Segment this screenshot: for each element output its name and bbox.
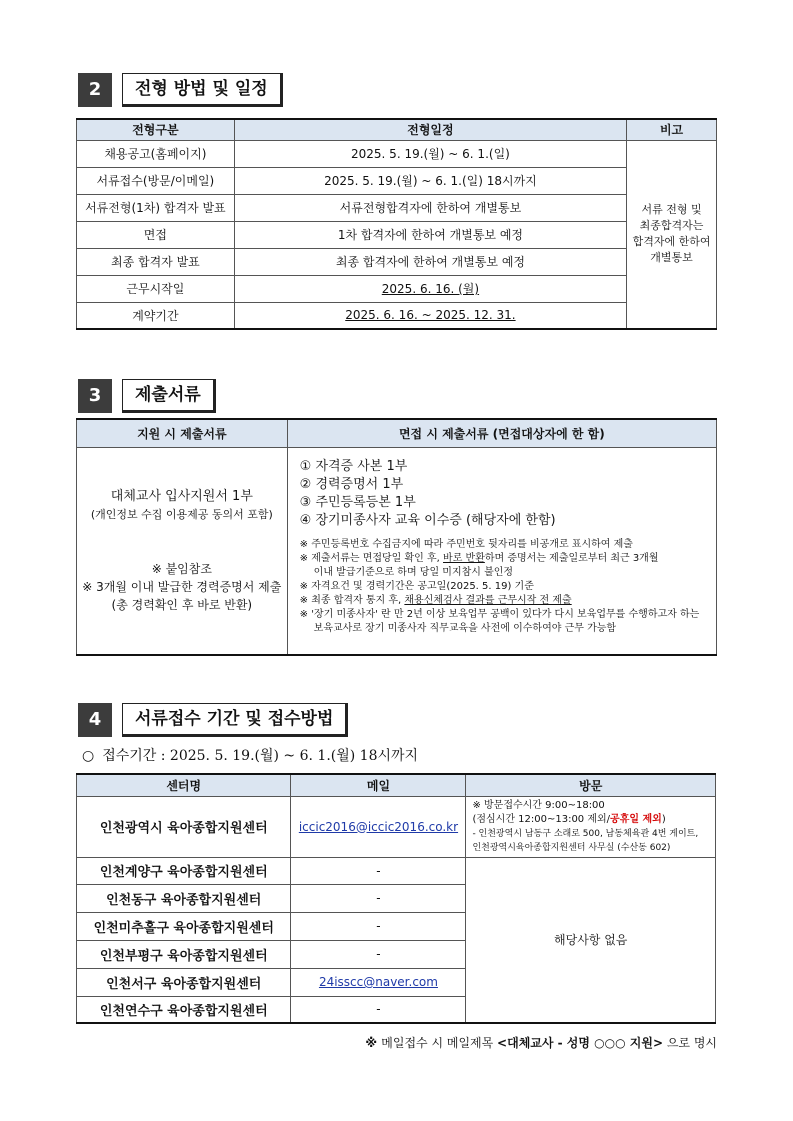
- header-center: 센터명: [77, 774, 291, 796]
- period-text: 접수기간 : 2025. 5. 19.(월) ~ 6. 1.(월) 18시까지: [102, 748, 419, 764]
- remark-line: 서류 전형 및: [641, 203, 702, 217]
- table-cell-schedule: 최종 합격자에 한하여 개별통보 예정: [234, 248, 626, 275]
- center-name: 인천부평구 육아종합지원센터: [77, 940, 291, 968]
- header-apply-docs: 지원 시 제출서류: [77, 419, 288, 447]
- apply-docs-cell: [77, 447, 288, 655]
- center-name: 인천서구 육아종합지원센터: [77, 968, 291, 996]
- center-mail: -: [291, 884, 466, 912]
- header-visit: 방문: [466, 774, 716, 796]
- table-cell-schedule: 1차 합격자에 한하여 개별통보 예정: [234, 221, 626, 248]
- note-line: ※ 주민등록번호 수집금지에 따라 주민번호 뒷자리를 비공개로 표시하여 제출: [299, 538, 633, 550]
- header-mail: 메일: [291, 774, 466, 796]
- visit-address: 인천광역시육아종합지원센터 사무실 (수산동 602): [472, 842, 671, 853]
- visit-text: (점심시간 12:00~13:00 제외/: [472, 813, 611, 825]
- center-mail: -: [291, 940, 466, 968]
- apply-doc-note: (개인정보 수집 이용제공 동의서 포함): [90, 507, 273, 521]
- note-line: ※ 자격요건 및 경력기간은 공고일(2025. 5. 19) 기준: [299, 580, 534, 592]
- header-interview-docs: 면접 시 제출서류 (면접대상자에 한 함): [287, 419, 716, 447]
- table-cell-step: 근무시작일: [77, 275, 235, 302]
- note-line: [300, 594, 716, 608]
- note-text: ※ 최종 합격자 통지 후,: [299, 594, 405, 606]
- visit-none: 해당사항 없음: [466, 857, 716, 1023]
- note-text: ※ 제출서류는 면접당일 확인 후,: [299, 552, 444, 564]
- header-schedule: 전형일정: [234, 119, 626, 140]
- apply-doc-line: 대체교사 입사지원서 1부: [110, 488, 253, 504]
- header-remark: 비고: [627, 119, 717, 140]
- note-line: ※ '장기 미종사자' 란 만 2년 이상 보육업무 공백이 있다가 다시 보육업무를 수행하고자 하는: [299, 608, 700, 620]
- section-title: 전형 방법 및 일정: [122, 73, 283, 107]
- interview-doc-item: ③ 주민등록등본 1부: [299, 494, 416, 510]
- note-text: 하며 증명서는 제출일로부터 최근 3개월: [484, 552, 659, 564]
- center-name: 인천미추홀구 육아종합지원센터: [77, 912, 291, 940]
- note-underlined: 채용신체검사 결과를 근무시작 전 제출: [404, 594, 572, 606]
- section-number: 4: [78, 703, 112, 737]
- schedule-table: [76, 118, 717, 330]
- table-cell-step: 면접: [77, 221, 235, 248]
- apply-doc-note: (총 경력확인 후 바로 반환): [111, 597, 253, 612]
- center-name: 인천동구 육아종합지원센터: [77, 884, 291, 912]
- visit-address: - 인천광역시 남동구 소래로 500, 남동체육관 4번 게이트,: [472, 828, 699, 839]
- visit-hours: ※ 방문접수시간 9:00~18:00: [472, 799, 605, 811]
- mail-subject-note: [365, 1034, 717, 1051]
- table-cell-schedule: 2025. 5. 19.(월) ~ 6. 1.(일) 18시까지: [234, 167, 626, 194]
- center-name: 인천연수구 육아종합지원센터: [77, 996, 291, 1023]
- note-mark: ※: [365, 1036, 382, 1050]
- center-mail: -: [291, 857, 466, 884]
- center-mail: -: [291, 996, 466, 1023]
- note-line: 이내 발급기준으로 하며 당일 미지참시 불인정: [313, 566, 514, 578]
- table-cell-step: 서류접수(방문/이메일): [77, 167, 235, 194]
- section-title: 제출서류: [122, 379, 216, 413]
- center-mail[interactable]: [291, 968, 466, 996]
- interview-doc-item: ① 자격증 사본 1부: [299, 458, 408, 474]
- section-number: 3: [78, 379, 112, 413]
- section-title: 서류접수 기간 및 접수방법: [122, 703, 348, 737]
- header-step: 전형구분: [77, 119, 235, 140]
- center-name: 인천계양구 육아종합지원센터: [77, 857, 291, 884]
- table-cell-schedule: 2025. 6. 16. (월): [234, 275, 626, 302]
- email-link[interactable]: iccic2016@iccic2016.co.kr: [298, 819, 459, 834]
- documents-table: [76, 418, 717, 656]
- interview-docs-cell: [287, 447, 716, 655]
- remark-line: 개별통보: [650, 251, 693, 265]
- note-line: 보육교사로 장기 미종사자 직무교육을 사전에 이수하여야 근무 가능함: [313, 622, 617, 634]
- note-underlined: 바로 반환: [443, 552, 485, 564]
- section-number: 2: [78, 73, 112, 107]
- application-period: [82, 745, 418, 765]
- visit-lunch: [472, 813, 715, 827]
- holiday-excluded: 공휴일 제외: [610, 813, 662, 825]
- table-cell-step: 채용공고(홈페이지): [77, 140, 235, 167]
- table-cell-step: 서류전형(1차) 합격자 발표: [77, 194, 235, 221]
- table-cell-schedule: 2025. 5. 19.(월) ~ 6. 1.(일): [234, 140, 626, 167]
- visit-text: ): [661, 813, 666, 825]
- mail-subject-format: <대체교사 - 성명 ○○○ 지원>: [497, 1036, 663, 1050]
- apply-doc-note: ※ 붙임참조: [151, 561, 212, 576]
- email-link[interactable]: 24isscc@naver.com: [318, 975, 438, 989]
- remark-line: 합격자에 한하여: [632, 235, 711, 249]
- center-mail: -: [291, 912, 466, 940]
- visit-info-cell: [466, 796, 716, 857]
- centers-table: [76, 773, 716, 1024]
- apply-doc-note: ※ 3개월 이내 발급한 경력증명서 제출: [82, 579, 282, 594]
- circle-bullet-icon: ○: [82, 748, 95, 764]
- note-text: 메일접수 시 메일제목: [381, 1036, 498, 1050]
- remark-cell: [627, 140, 717, 329]
- remark-line: 최종합격자는: [639, 219, 704, 233]
- interview-doc-item: ② 경력증명서 1부: [299, 476, 404, 492]
- table-cell-step: 최종 합격자 발표: [77, 248, 235, 275]
- table-cell-schedule: 2025. 6. 16. ~ 2025. 12. 31.: [234, 302, 626, 329]
- table-cell-schedule: 서류전형합격자에 한하여 개별통보: [234, 194, 626, 221]
- note-text: 으로 명시: [663, 1036, 717, 1050]
- interview-doc-item: ④ 장기미종사자 교육 이수증 (해당자에 한함): [299, 512, 556, 528]
- center-name: 인천광역시 육아종합지원센터: [77, 796, 291, 857]
- table-cell-step: 계약기간: [77, 302, 235, 329]
- note-line: [300, 552, 716, 566]
- center-mail[interactable]: [291, 796, 466, 857]
